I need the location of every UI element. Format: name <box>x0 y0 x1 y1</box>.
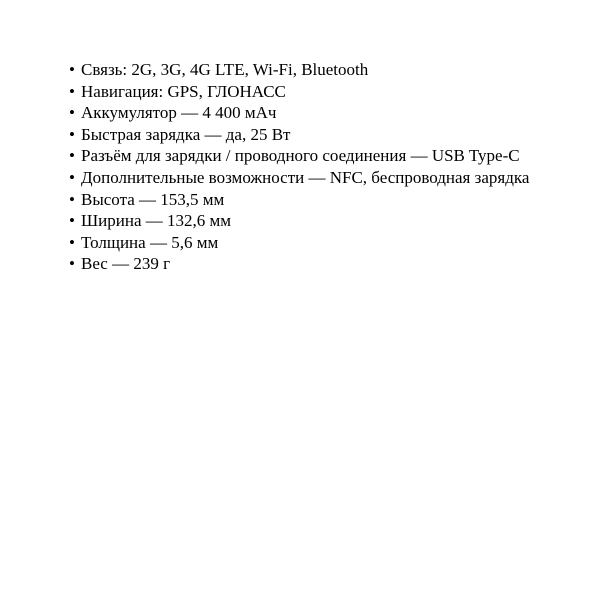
spec-text: Навигация: GPS, ГЛОНАСС <box>81 81 286 101</box>
spec-text: Разъём для зарядки / проводного соединения — USB Type-C <box>81 146 520 166</box>
spec-text: Связь: 2G, 3G, 4G LTE, Wi-Fi, Bluetooth <box>81 60 369 79</box>
spec-text: Аккумулятор — 4 400 мАч <box>81 103 277 123</box>
bullet-icon: • <box>69 211 75 231</box>
spec-text: Быстрая зарядка — да, 25 Вт <box>81 124 291 144</box>
spec-text: Толщина — 5,6 мм <box>81 232 219 252</box>
bullet-icon: • <box>69 146 75 166</box>
bullet-icon: • <box>69 60 75 79</box>
bullet-icon: • <box>69 189 75 209</box>
spec-item-extra-features <box>69 167 529 189</box>
spec-item-thickness <box>69 232 529 254</box>
bullet-icon: • <box>69 124 75 144</box>
bullet-icon: • <box>69 232 75 252</box>
bullet-icon: • <box>69 254 75 274</box>
bullet-icon: • <box>69 167 75 187</box>
spec-item-height <box>69 189 529 211</box>
spec-item-fast-charging <box>69 124 529 146</box>
spec-text: Высота — 153,5 мм <box>81 189 225 209</box>
spec-item-connectivity <box>69 59 529 81</box>
spec-item-battery <box>69 102 529 124</box>
spec-text: Ширина — 132,6 мм <box>81 211 232 231</box>
spec-item-weight <box>69 253 529 275</box>
spec-item-charging-port <box>69 145 529 167</box>
spec-text: Дополнительные возможности — NFC, беспроводная зарядка <box>81 167 530 187</box>
spec-item-width <box>69 210 529 232</box>
bullet-icon: • <box>69 81 75 101</box>
spec-list <box>69 59 529 275</box>
spec-item-navigation <box>69 81 529 103</box>
bullet-icon: • <box>69 103 75 123</box>
spec-text: Вес — 239 г <box>81 254 171 274</box>
